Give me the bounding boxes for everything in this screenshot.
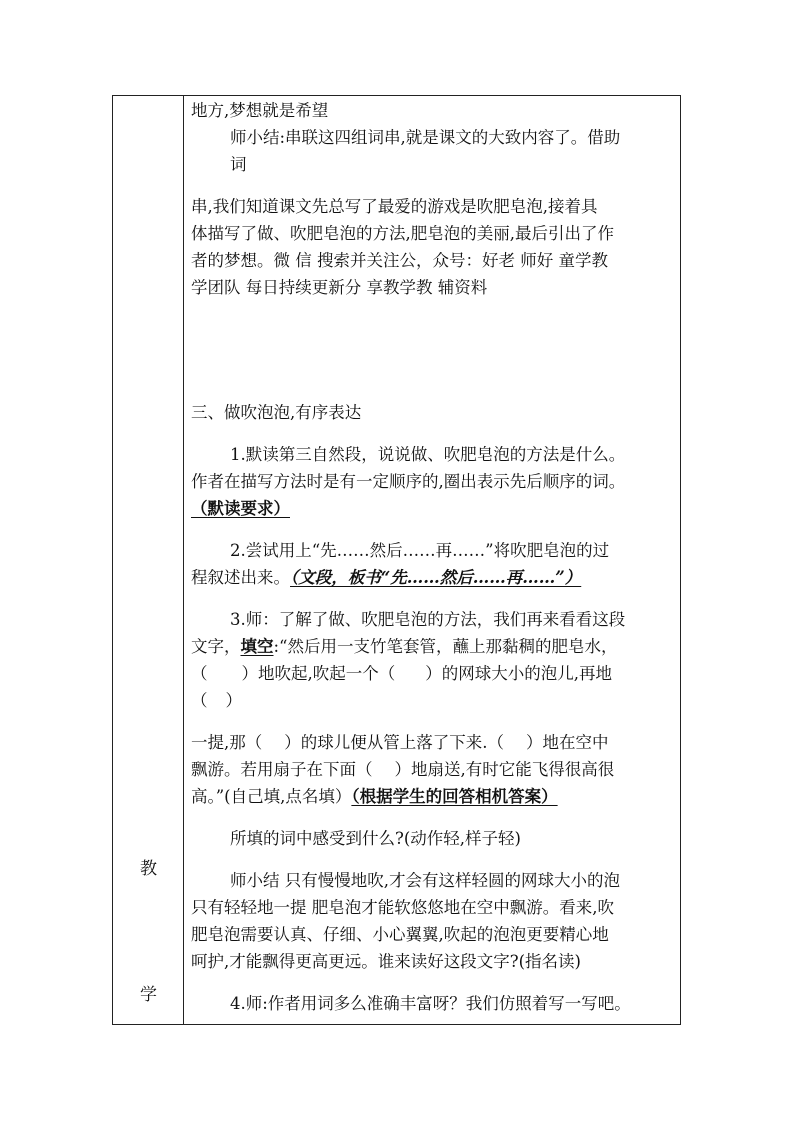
text-line bbox=[191, 664, 612, 684]
text-span: （ bbox=[191, 691, 208, 710]
text-line: 者的梦想。微 信 搜索并关注公，众号：好老 师好 童学教 bbox=[191, 251, 608, 270]
board-note: （文段，板书“先……然后……再……”） bbox=[290, 568, 582, 587]
text-line: 地方,梦想就是希望 bbox=[191, 101, 329, 120]
fill-in-label: 填空 bbox=[240, 637, 274, 656]
text-line: 肥皂泡需要认真、仔细、小心翼翼,吹起的泡泡更要精心地 bbox=[191, 925, 609, 944]
text-span: 一提,那（ bbox=[191, 733, 263, 752]
text-span: 文字， bbox=[191, 637, 241, 656]
text-span: 程叙述出来。 bbox=[191, 568, 290, 587]
section-heading: 三、做吹泡泡,有序表达 bbox=[191, 403, 362, 422]
lesson-plan-table bbox=[112, 95, 681, 1025]
text-line bbox=[191, 568, 581, 588]
text-line: 学团队 每日持续更新分 享教学教 辅资料 bbox=[191, 278, 488, 297]
label-char-jiao: 教 bbox=[140, 859, 157, 879]
text-line: 师小结 只有慢慢地吹,才会有这样轻圆的网球大小的泡 bbox=[230, 871, 620, 890]
text-line bbox=[191, 760, 614, 780]
text-span: ）的球儿便从管上落了下来.（ bbox=[284, 733, 504, 752]
text-line: 3.师：了解了做、吹肥皂泡的方法，我们再来看看这段 bbox=[230, 610, 626, 629]
text-span: 高。”(自己填,点名填） bbox=[191, 787, 352, 806]
section-label-column bbox=[113, 96, 184, 1024]
text-line bbox=[191, 499, 290, 519]
text-line bbox=[191, 637, 618, 657]
text-line: 串,我们知道课文先总写了最爱的游戏是吹肥皂泡,接着具 bbox=[191, 197, 598, 216]
text-line bbox=[191, 787, 558, 807]
text-span: ） bbox=[225, 691, 242, 710]
text-line: 呵护,才能飘得更高更远。谁来读好这段文字?(指名读) bbox=[191, 952, 581, 971]
text-line: 4.师:作者用词多么准确丰富呀？我们仿照着写一写吧。 bbox=[230, 994, 631, 1013]
text-line bbox=[191, 733, 609, 753]
label-char-xue: 学 bbox=[140, 985, 157, 1005]
text-line: 只有轻轻地一提 肥皂泡才能软悠悠地在空中飘游。看来,吹 bbox=[191, 898, 614, 917]
text-span: :“然后用一支竹笔套管，蘸上那黏稠的肥皂水， bbox=[273, 637, 618, 656]
reading-requirement-note: （默读要求） bbox=[191, 499, 290, 518]
text-line: 2.尝试用上“先……然后……再……”将吹肥皂泡的过 bbox=[230, 541, 610, 560]
text-span: （ bbox=[191, 664, 208, 683]
text-span: ）地吹起,吹起一个（ bbox=[241, 664, 396, 683]
text-line: 词 bbox=[230, 155, 247, 174]
text-span: ）地扇送,有时它能飞得很高很 bbox=[394, 760, 615, 779]
text-span: 飘游。若用扇子在下面（ bbox=[191, 760, 373, 779]
text-line bbox=[191, 691, 242, 711]
text-line: 师小结:串联这四组词串,就是课文的大致内容了。借助 bbox=[230, 128, 621, 147]
lesson-content-cell bbox=[184, 96, 680, 1024]
text-line: 1.默读第三自然段，说说做、吹肥皂泡的方法是什么。 bbox=[230, 445, 626, 464]
answer-note: （根据学生的回答相机答案） bbox=[351, 787, 558, 806]
text-line: 体描写了做、吹肥皂泡的方法,肥皂泡的美丽,最后引出了作 bbox=[191, 224, 614, 243]
text-line: 所填的词中感受到什么?(动作轻,样子轻) bbox=[230, 829, 521, 848]
text-span: ）的网球大小的泡儿,再地 bbox=[425, 664, 612, 683]
text-line: 作者在描写方法时是有一定顺序的,圈出表示先后顺序的词。 bbox=[191, 472, 626, 491]
text-span: ）地在空中 bbox=[526, 733, 609, 752]
